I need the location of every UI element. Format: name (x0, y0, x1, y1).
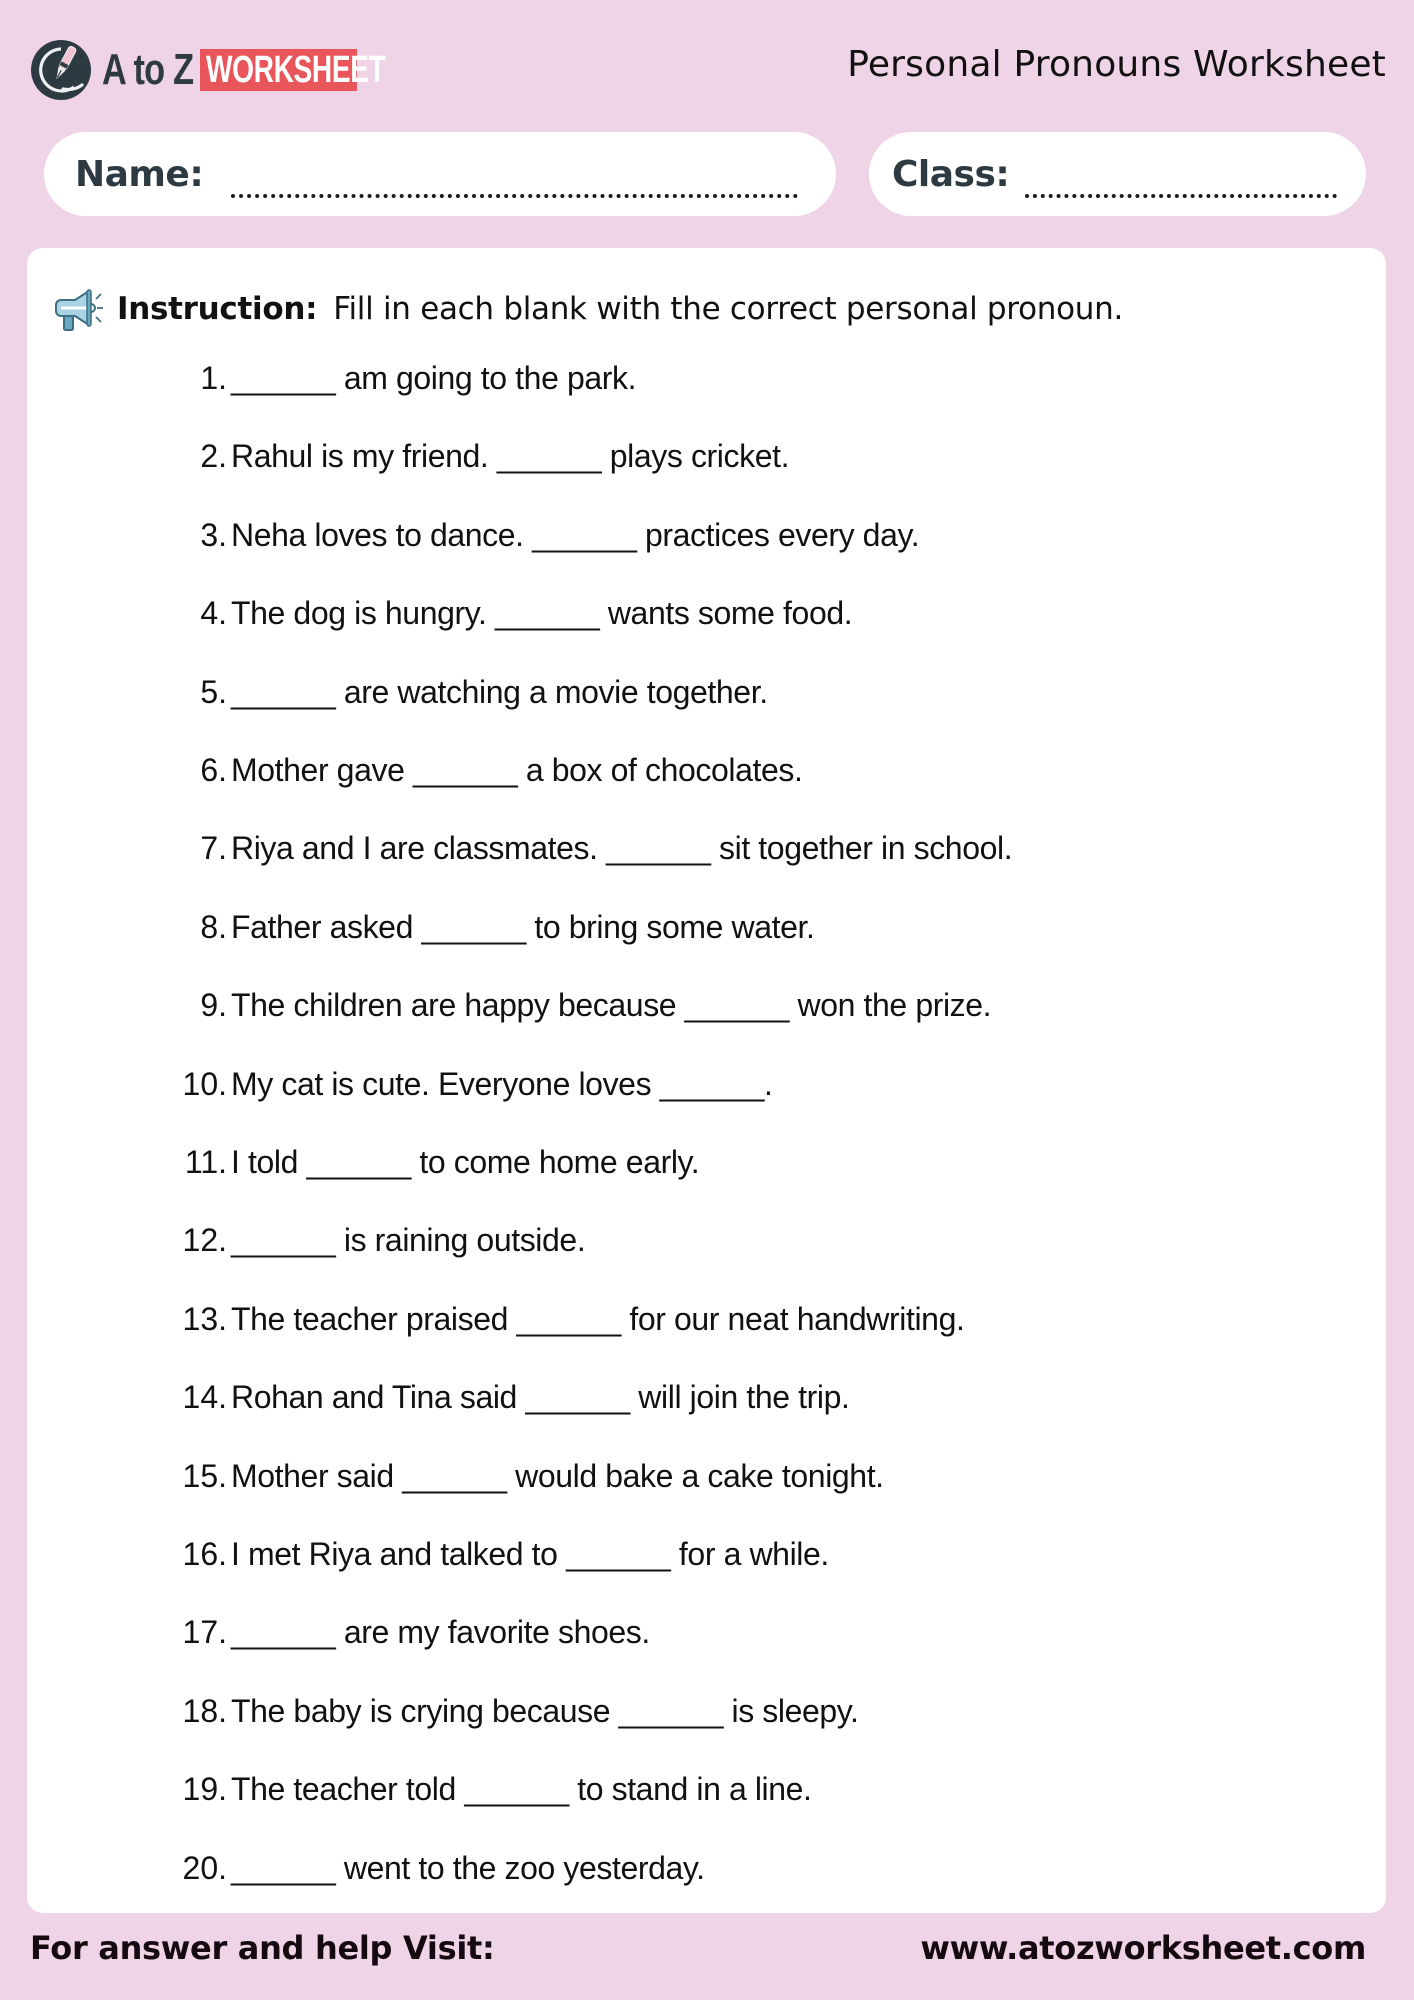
question-item: 9. The children are happy because ______ won the prize. (200, 986, 992, 1023)
question-item: 15. Mother said ______ would bake a cake tonight. (182, 1457, 884, 1494)
logo-badge: WORKSHEET (200, 49, 357, 91)
question-item: 16. I met Riya and talked to ______ for a while. (182, 1535, 829, 1572)
question-text[interactable]: My cat is cute. Everyone loves ______. (231, 1065, 773, 1102)
name-field[interactable] (44, 132, 836, 216)
question-item: 2. Rahul is my friend. ______ plays cricket. (200, 437, 790, 474)
question-text[interactable]: Mother said ______ would bake a cake tonight. (231, 1457, 884, 1494)
question-item: 4. The dog is hungry. ______ wants some food. (200, 594, 853, 631)
class-dotted-line (1025, 194, 1337, 198)
question-text[interactable]: ______ are my favorite shoes. (231, 1613, 650, 1650)
question-text[interactable]: The dog is hungry. ______ wants some food. (231, 594, 853, 631)
question-item: 20. ______ went to the zoo yesterday. (182, 1849, 705, 1886)
question-text[interactable]: The children are happy because ______ won the prize. (231, 986, 992, 1023)
instruction-text: Fill in each blank with the correct personal pronoun. (333, 291, 1124, 327)
question-text[interactable]: I met Riya and talked to ______ for a while. (231, 1535, 829, 1572)
question-text[interactable]: Rahul is my friend. ______ plays cricket. (231, 437, 790, 474)
question-text[interactable]: The baby is crying because ______ is sleepy. (231, 1692, 859, 1729)
class-field[interactable] (869, 132, 1366, 216)
question-item: 13. The teacher praised ______ for our neat handwriting. (182, 1300, 965, 1337)
instruction-row (55, 286, 1123, 332)
instruction-label: Instruction: (117, 291, 318, 327)
question-text[interactable]: Rohan and Tina said ______ will join the trip. (231, 1378, 850, 1415)
question-item: 6. Mother gave ______ a box of chocolates. (200, 751, 803, 788)
question-item: 5. ______ are watching a movie together. (200, 673, 768, 710)
question-item: 12. ______ is raining outside. (182, 1221, 586, 1258)
worksheet-title: Personal Pronouns Worksheet (847, 44, 1386, 85)
question-text[interactable]: ______ went to the zoo yesterday. (231, 1849, 705, 1886)
brand-logo (30, 38, 386, 102)
pen-logo-icon (30, 39, 92, 101)
question-item: 19. The teacher told ______ to stand in a line. (182, 1770, 812, 1807)
question-item: 14. Rohan and Tina said ______ will join the trip. (182, 1378, 850, 1415)
question-text[interactable]: ______ is raining outside. (231, 1221, 586, 1258)
question-item: 11. I told ______ to come home early. (184, 1143, 700, 1180)
worksheet-card (27, 248, 1386, 1913)
question-item: 8. Father asked ______ to bring some water. (200, 908, 815, 945)
question-text[interactable]: Neha loves to dance. ______ practices every day. (231, 516, 920, 553)
question-text[interactable]: Father asked ______ to bring some water. (231, 908, 815, 945)
question-text[interactable]: The teacher praised ______ for our neat handwriting. (231, 1300, 965, 1337)
question-item: 17. ______ are my favorite shoes. (182, 1613, 650, 1650)
megaphone-icon (55, 286, 103, 332)
question-text[interactable]: ______ am going to the park. (231, 359, 637, 396)
question-text[interactable]: I told ______ to come home early. (231, 1143, 700, 1180)
question-item: 18. The baby is crying because ______ is sleepy. (182, 1692, 859, 1729)
question-text[interactable]: The teacher told ______ to stand in a line. (231, 1770, 812, 1807)
question-item: 3. Neha loves to dance. ______ practices every day. (200, 516, 920, 553)
footer-help-text: For answer and help Visit: (30, 1929, 495, 1967)
footer-website-link[interactable]: www.atozworksheet.com (920, 1929, 1366, 1967)
question-item: 10. My cat is cute. Everyone loves ______. (182, 1065, 773, 1102)
logo-wordmark: A to Z (102, 45, 194, 94)
question-text[interactable]: ______ are watching a movie together. (231, 673, 768, 710)
question-text[interactable]: Riya and I are classmates. ______ sit together in school. (231, 829, 1013, 866)
question-item: 7. Riya and I are classmates. ______ sit together in school. (200, 829, 1013, 866)
name-dotted-line (231, 194, 798, 198)
class-label: Class: (892, 153, 1010, 195)
question-item: 1. ______ am going to the park. (200, 359, 637, 396)
name-label: Name: (75, 153, 204, 195)
question-text[interactable]: Mother gave ______ a box of chocolates. (231, 751, 803, 788)
